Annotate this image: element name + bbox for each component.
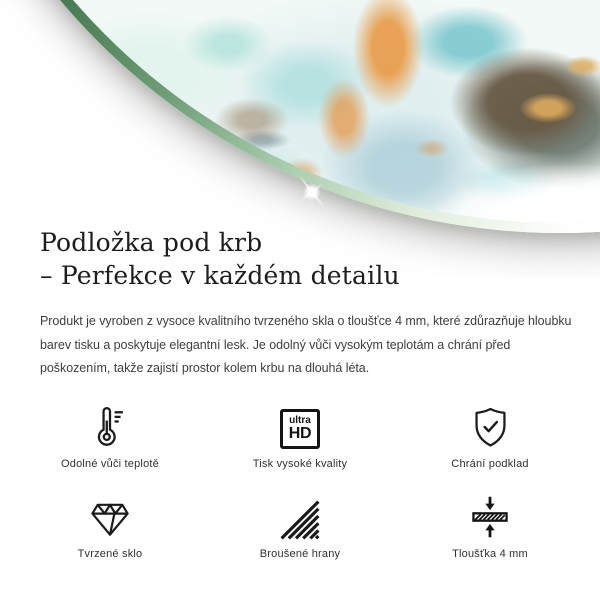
ultra-hd-icon-text-top: ultra [289,415,311,426]
shield-check-icon [468,405,513,450]
page-title-line-1: Podložka pod krb [40,228,263,257]
feature-label: Tvrzené sklo [77,548,143,560]
feature-thickness [395,488,585,560]
page-title [40,226,400,292]
diamond-icon [87,496,133,540]
product-description: Produkt je vyroben z vysoce kvalitního tvrzeného skla o tloušťce 4 mm, které zdůrazňuje hloubku barev tisku a poskytuje elegantní lesk. Je odolný vůči vysokým teplotám a chrání před poškozením, takže zajistí prostor kolem krbu na dlouhá léta. [40,314,572,375]
ultra-hd-icon-text-bottom: HD [288,425,312,442]
beveled-edges-icon [280,500,320,540]
feature-print-quality [205,398,395,470]
page-title-line-2: – Perfekce v každém detailu [40,261,400,290]
feature-label: Odolné vůči teplotě [61,458,159,470]
feature-protects-surface [395,398,585,470]
feature-tempered-glass [15,488,205,560]
feature-label: Tloušťka 4 mm [452,548,528,560]
thermometer-icon [87,404,133,450]
feature-label: Chrání podklad [451,458,529,470]
features-grid [15,398,585,560]
ultra-hd-icon [280,409,320,449]
feature-label: Broušené hrany [259,548,341,560]
feature-beveled-edges [205,488,395,560]
feature-label: Tisk vysoké kvality [252,458,348,470]
thickness-4mm-icon [467,494,513,540]
feature-heat-resistant [15,398,205,470]
